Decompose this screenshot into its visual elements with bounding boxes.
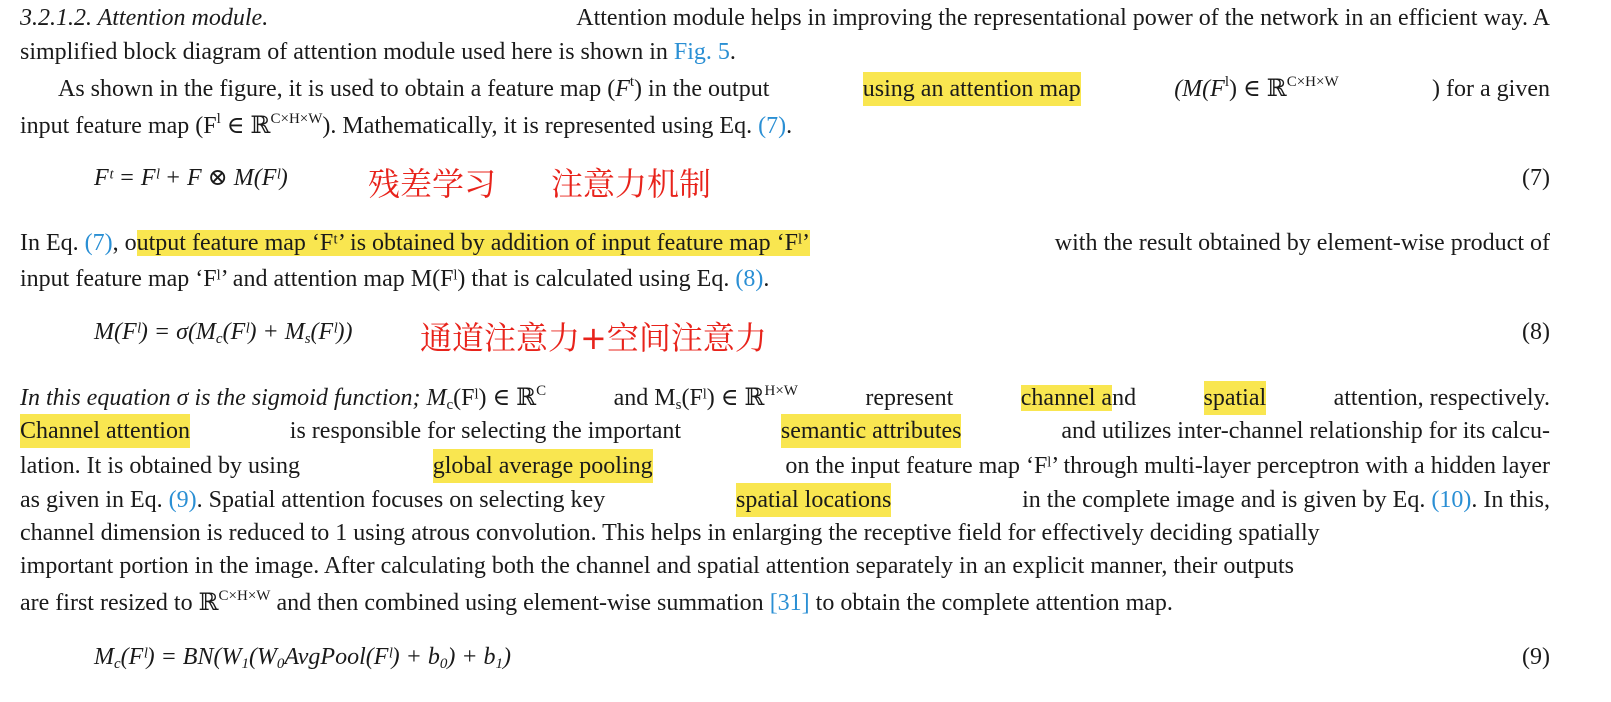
- section-heading: 3.2.1.2. Attention module.: [20, 5, 269, 31]
- equation-8-number: (8): [1522, 319, 1550, 345]
- highlight-global-average-pooling: global average pooling: [433, 449, 653, 483]
- paragraph-4-line-7: are first resized to ℝ$^{C\times H\times W}$ and then combined using element-wise summation [31] to obtain the complete attention map.: [20, 588, 1173, 616]
- paragraph-3-line-2: input feature map ‘Fˡ’ and attention map M(Fˡ) that is calculated using Eq. (8).: [20, 266, 770, 292]
- paragraph-4-line-1: In this equation σ is the sigmoid function; $M_c(Fˡ)$ ∈ ℝ$^C$ and $M_s(Fˡ)$ ∈ ℝ$^{H\times W}$ represent channel and spatial attention, respectively.: [20, 383, 1550, 413]
- equation-7: Fᵗ = Fˡ + F ⊗ M(Fˡ): [94, 165, 288, 191]
- annotation-residual-learning: 残差学习: [368, 165, 497, 203]
- eq-8-link[interactable]: (8): [735, 266, 764, 292]
- highlight-channel-attention: Channel attention: [20, 414, 190, 448]
- equation-7-number: (7): [1522, 165, 1550, 191]
- highlight-output-feature-map: utput feature map ‘Fᵗ’ is obtained by addition of input feature map ‘Fˡ’: [136, 230, 810, 256]
- eq-7-link-2[interactable]: (7): [84, 230, 113, 256]
- paragraph-2-line-2: input feature map ($F^l$ ∈ ℝ$^{C\times H\times W}$). Mathematically, it is represented using Eq. (7).: [20, 111, 793, 139]
- paragraph-4-line-6: important portion in the image. After calculating both the channel and spatial attention separately in an explicit manner, their outputs: [20, 553, 1294, 579]
- paragraph-1-line-2: simplified block diagram of attention module used here is shown in Fig. 5.: [20, 39, 736, 65]
- paragraph-1-line-1: [20, 1, 1550, 35]
- paragraph-3-line-1: In Eq. (7), output feature map ‘Fᵗ’ is obtained by addition of input feature map ‘Fˡ’ with the result obtained by element-wise product of: [20, 230, 1550, 256]
- annotation-channel-spatial-attention: 通道注意力+空间注意力: [420, 319, 767, 357]
- highlight-spatial: spatial: [1204, 381, 1267, 415]
- highlight-attention-map: using an attention map: [863, 72, 1081, 106]
- eq-10-link[interactable]: (10): [1431, 487, 1472, 513]
- paragraph-4-line-4: as given in Eq. (9). Spatial attention focuses on selecting key spatial locations in the complete image and is given by Eq. (10). In this,: [20, 483, 1550, 517]
- equation-9-number: (9): [1522, 644, 1550, 670]
- eq-9-link[interactable]: (9): [168, 487, 197, 513]
- fig-5-link[interactable]: Fig. 5: [673, 39, 730, 65]
- eq-7-link[interactable]: (7): [758, 113, 787, 139]
- paragraph-4-line-3: lation. It is obtained by using global average pooling on the input feature map ‘Fˡ’ through multi-layer perceptron with a hidden layer: [20, 449, 1550, 483]
- paragraph-1-text: Attention module helps in improving the representational power of the network in an efficient way. A: [576, 5, 1550, 31]
- highlight-channel: channel a: [1020, 385, 1113, 411]
- paragraph-4-line-2: Channel attention is responsible for selecting the important semantic attributes and utilizes inter-channel relationship for its calcu-: [20, 414, 1550, 448]
- highlight-semantic-attributes: semantic attributes: [781, 414, 962, 448]
- paragraph-4-line-5: channel dimension is reduced to 1 using atrous convolution. This helps in enlarging the receptive field for effectively deciding spatially: [20, 520, 1320, 546]
- annotation-attention-mechanism: 注意力机制: [551, 165, 712, 203]
- highlight-spatial-locations: spatial locations: [736, 483, 891, 517]
- paragraph-2-line-1: As shown in the figure, it is used to obtain a feature map $(F^t)$ in the output using an attention map ($M(F^l)$ ∈ ℝ$^{C\times H\times W}$ ) for a given: [20, 72, 1550, 106]
- equation-9: $M_c(Fˡ)$ = $BN(W_1(W_0AvgPool(Fˡ) + b_0) + b_1)$: [94, 644, 512, 672]
- ref-31-link[interactable]: [31]: [769, 590, 810, 616]
- equation-8: M(Fˡ) = $\sigma(M_c(Fˡ)$ + $M_s(Fˡ)$): [94, 319, 353, 347]
